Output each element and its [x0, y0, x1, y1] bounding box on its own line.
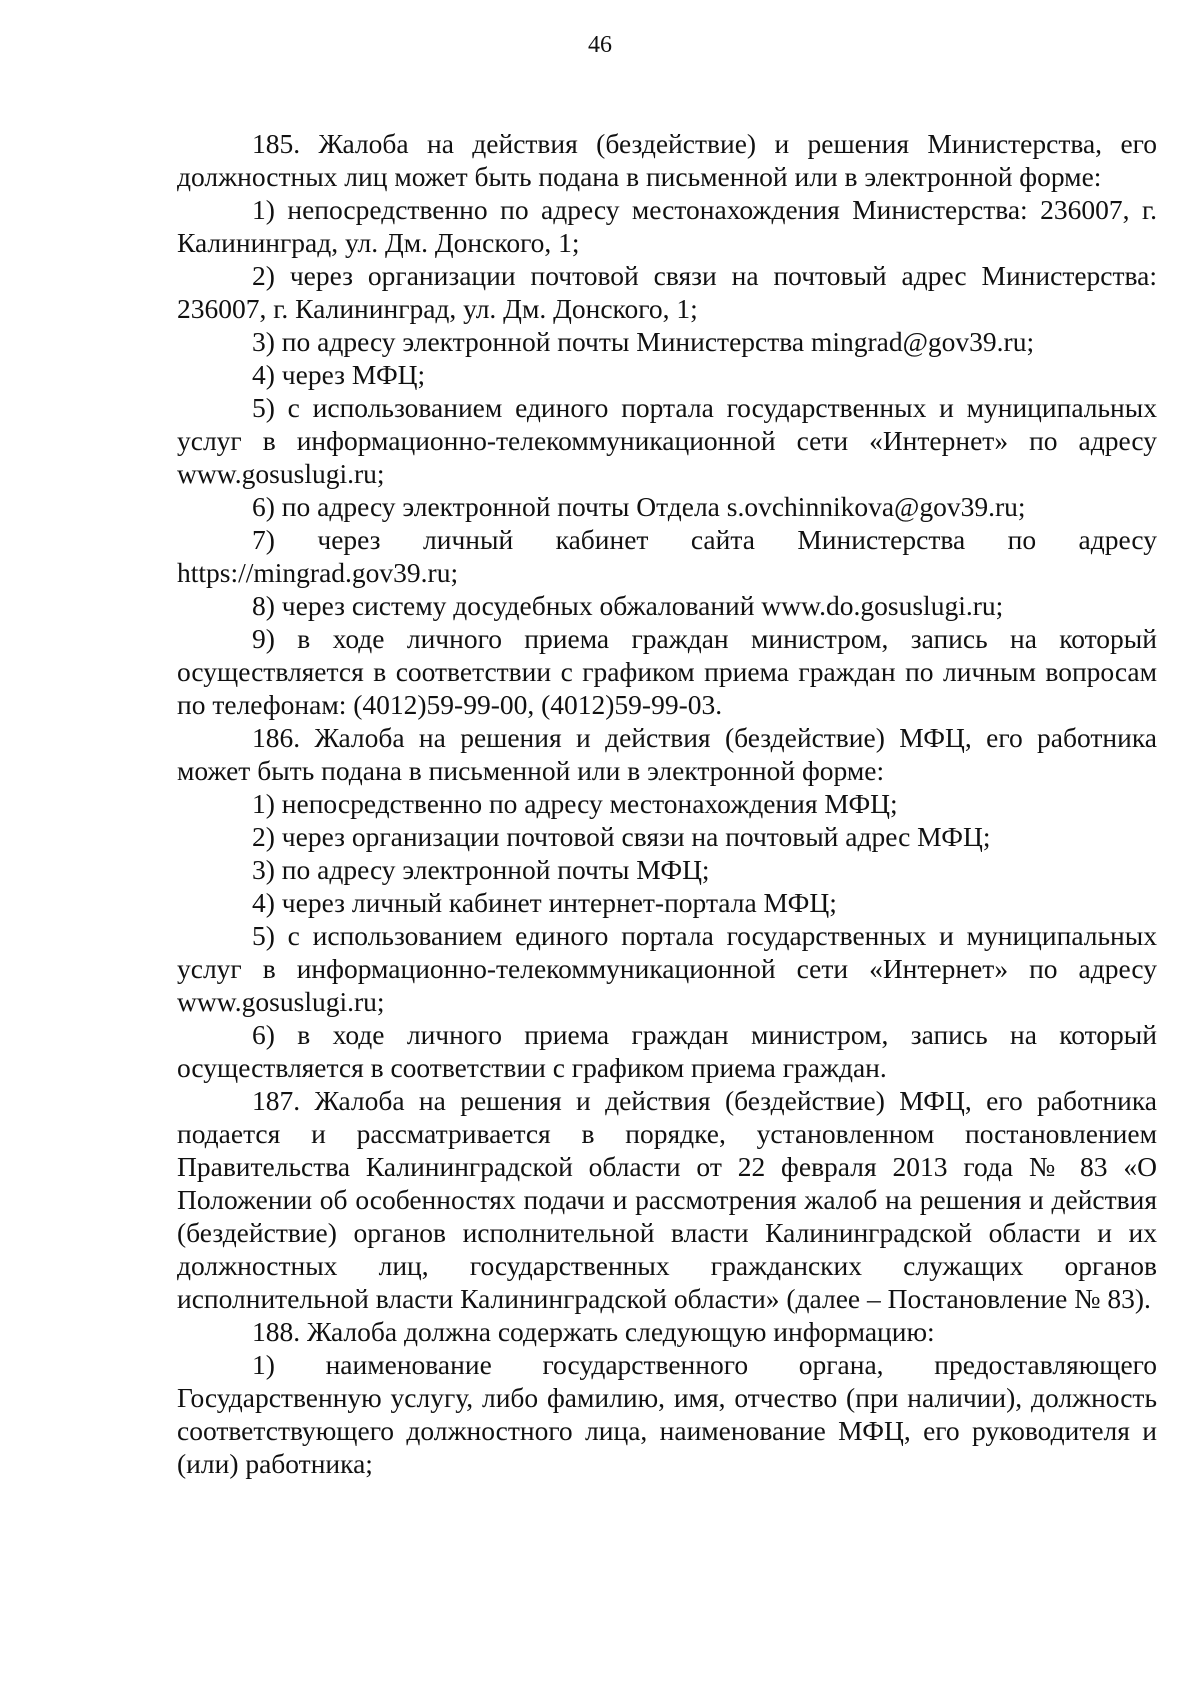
paragraph-186-2: 2) через организации почтовой связи на почтовый адрес МФЦ; [252, 821, 991, 852]
paragraph-186: 186. Жалоба на решения и действия (бездействие) МФЦ, его работника может быть подана в письменной или в электронной форме: [177, 722, 1157, 786]
page-number: 46 [588, 32, 612, 58]
paragraph-186-1: 1) непосредственно по адресу местонахождения МФЦ; [252, 788, 898, 819]
paragraph-185: 185. Жалоба на действия (бездействие) и решения Министерства, его должностных лиц может быть подана в письменной или в электронной форме: [177, 128, 1157, 192]
paragraph-185-7: 7) через личный кабинет сайта Министерства по адресу https://mingrad.gov39.ru; [177, 524, 1157, 588]
paragraph-188-1: 1) наименование государственного органа, предоставляющего Государственную услугу, либо фамилию, имя, отчество (при наличии), должность соответствующего должностного лица, наименование МФЦ, его руководителя и (или) работника; [177, 1349, 1157, 1479]
paragraph-185-3: 3) по адресу электронной почты Министерства mingrad@gov39.ru; [252, 326, 1035, 357]
paragraph-185-2: 2) через организации почтовой связи на почтовый адрес Министерства: 236007, г. Калининград, ул. Дм. Донского, 1; [177, 260, 1157, 324]
paragraph-185-6: 6) по адресу электронной почты Отдела s.ovchinnikova@gov39.ru; [252, 491, 1026, 522]
paragraph-185-8: 8) через систему досудебных обжалований www.do.gosuslugi.ru; [252, 590, 1004, 621]
paragraph-187: 187. Жалоба на решения и действия (бездействие) МФЦ, его работника подается и рассматривается в порядке, установленном постановлением Правительства Калининградской области от 22 февраля 2013 года № 83 «О Положении об особенностях подачи и рассмотрения жалоб на решения и действия (бездействие) органов исполнительной власти Калининградской области и их должностных лиц, государственных гражданских служащих органов исполнительной власти Калининградской области» (далее – Постановление № 83). [177, 1085, 1157, 1314]
paragraph-185-4: 4) через МФЦ; [252, 359, 426, 390]
paragraph-186-5: 5) с использованием единого портала государственных и муниципальных услуг в информационно-телекоммуникационной сети «Интернет» по адресу www.gosuslugi.ru; [177, 920, 1157, 1017]
paragraph-185-9: 9) в ходе личного приема граждан министром, запись на который осуществляется в соответствии с графиком приема граждан по личным вопросам по телефонам: (4012)59-99-00, (4012)59-99-03. [177, 623, 1157, 720]
paragraph-186-4: 4) через личный кабинет интернет-портала МФЦ; [252, 887, 837, 918]
paragraph-186-3: 3) по адресу электронной почты МФЦ; [252, 854, 710, 885]
document-body [177, 127, 1157, 1480]
paragraph-185-1: 1) непосредственно по адресу местонахождения Министерства: 236007, г. Калининград, ул. Дм. Донского, 1; [177, 194, 1157, 258]
paragraph-185-5: 5) с использованием единого портала государственных и муниципальных услуг в информационно-телекоммуникационной сети «Интернет» по адресу www.gosuslugi.ru; [177, 392, 1157, 489]
paragraph-188: 188. Жалоба должна содержать следующую информацию: [252, 1316, 935, 1347]
paragraph-186-6: 6) в ходе личного приема граждан министром, запись на который осуществляется в соответствии с графиком приема граждан. [177, 1019, 1157, 1083]
